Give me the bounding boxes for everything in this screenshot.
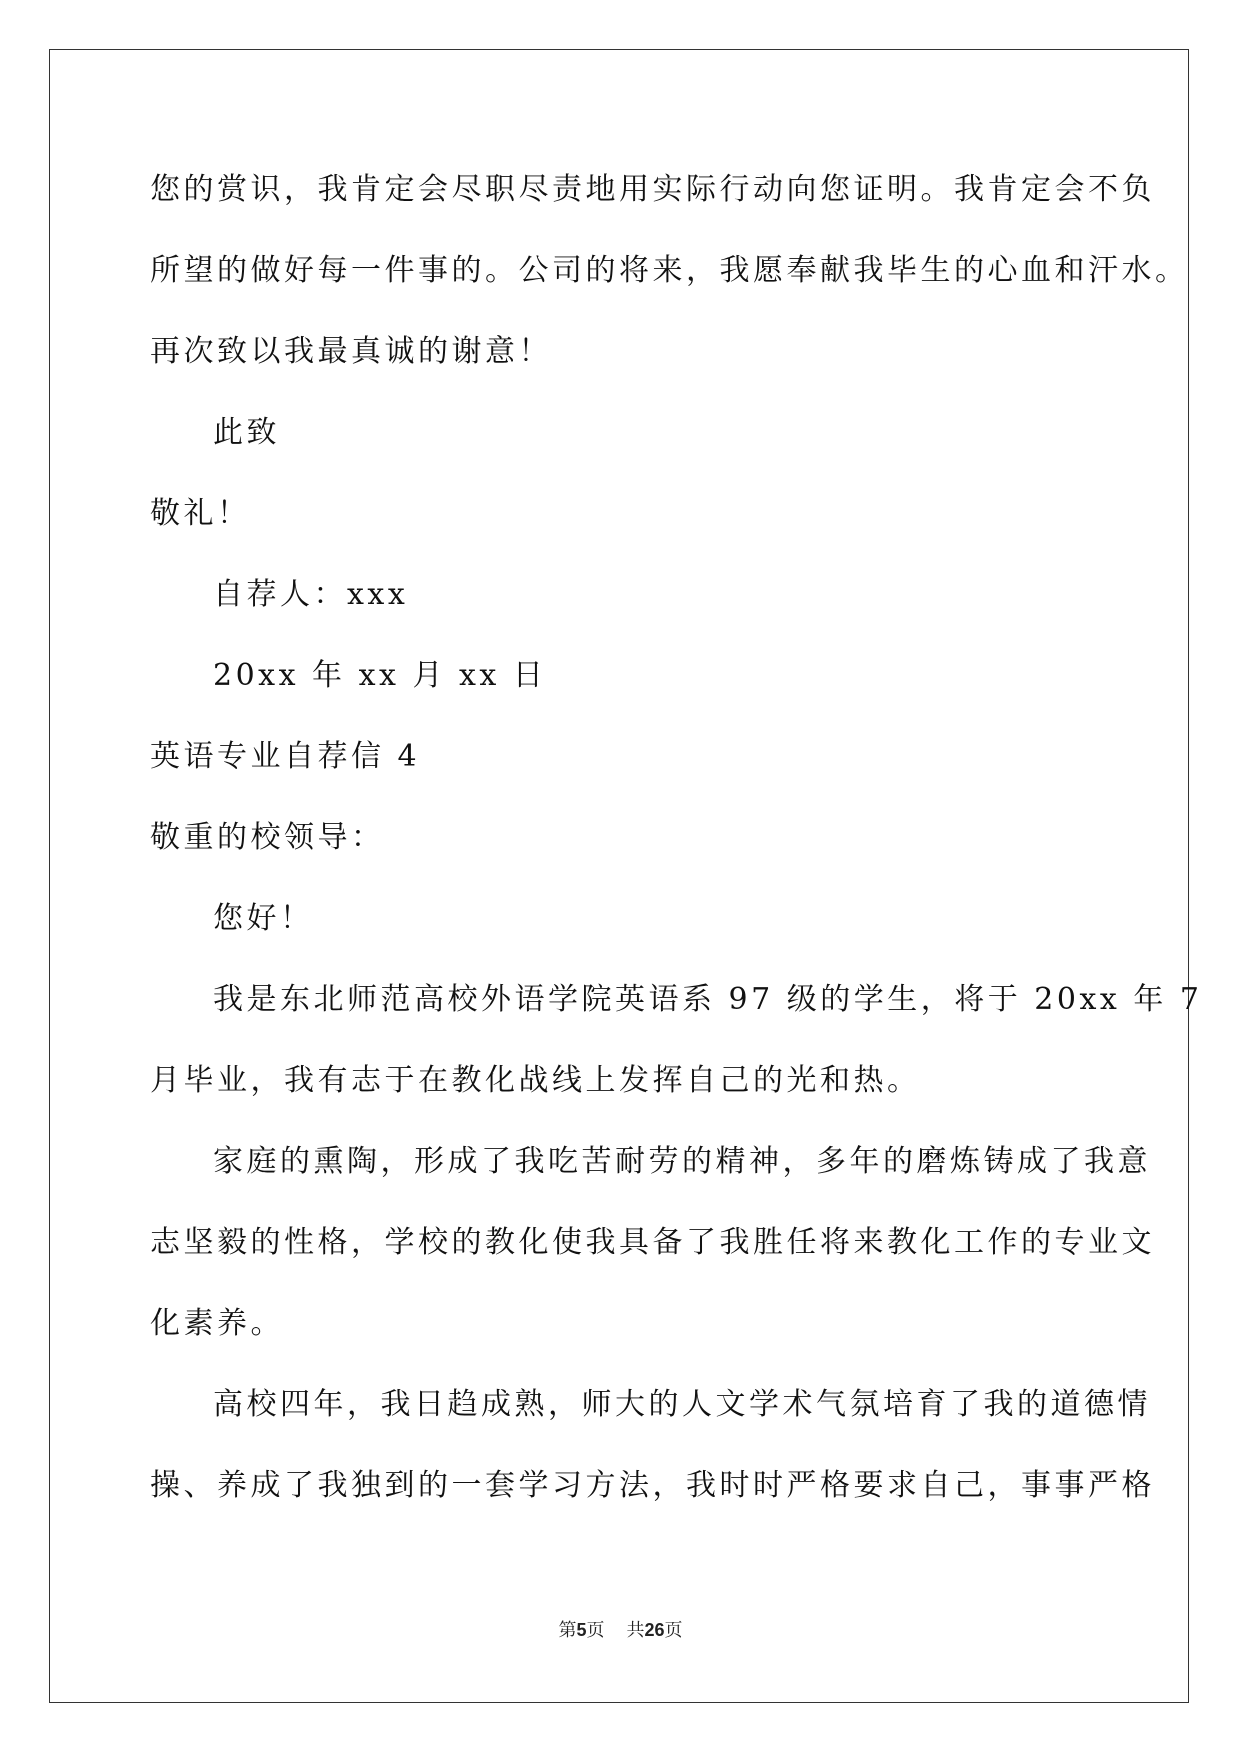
page-footer xyxy=(0,1618,1241,1642)
page-total-count: 26 xyxy=(644,1620,665,1640)
greeting-recipient: 敬重的校领导： xyxy=(150,820,385,855)
closing-salutation: 此致 xyxy=(213,415,280,450)
greeting-hello: 您好！ xyxy=(213,901,314,936)
text-line-14: 志坚毅的性格，学校的教化使我具备了我胜任将来教化工作的专业文 xyxy=(150,1225,1155,1260)
page-number-prefix: 第 xyxy=(558,1620,577,1640)
closing-regards: 敬礼！ xyxy=(150,496,251,531)
text-line-15: 化素养。 xyxy=(150,1306,284,1341)
text-line-3: 再次致以我最真诚的谢意！ xyxy=(150,334,552,369)
page-border xyxy=(49,49,1189,1703)
text-line-13: 家庭的熏陶，形成了我吃苦耐劳的精神，多年的磨炼铸成了我意 xyxy=(213,1144,1151,1179)
date-line: 20xx 年 xx 月 xx 日 xyxy=(213,658,547,693)
text-line-11: 我是东北师范高校外语学院英语系 97 级的学生，将于 20xx 年 7 xyxy=(213,982,1203,1017)
section-heading: 英语专业自荐信 4 xyxy=(150,739,421,774)
page-number-suffix: 页 xyxy=(586,1620,605,1640)
signature-line: 自荐人：xxx xyxy=(213,577,409,612)
text-line-17: 操、养成了我独到的一套学习方法，我时时严格要求自己，事事严格 xyxy=(150,1468,1155,1503)
text-line-12: 月毕业，我有志于在教化战线上发挥自己的光和热。 xyxy=(150,1063,921,1098)
page-number-current: 5 xyxy=(576,1620,587,1640)
page-total-prefix: 共 xyxy=(626,1620,645,1640)
text-line-16: 高校四年，我日趋成熟，师大的人文学术气氛培育了我的道德情 xyxy=(213,1387,1151,1422)
page-total-suffix: 页 xyxy=(664,1620,683,1640)
text-line-2: 所望的做好每一件事的。公司的将来，我愿奉献我毕生的心血和汗水。 xyxy=(150,253,1189,288)
text-line-1: 您的赏识，我肯定会尽职尽责地用实际行动向您证明。我肯定会不负 xyxy=(150,172,1155,207)
